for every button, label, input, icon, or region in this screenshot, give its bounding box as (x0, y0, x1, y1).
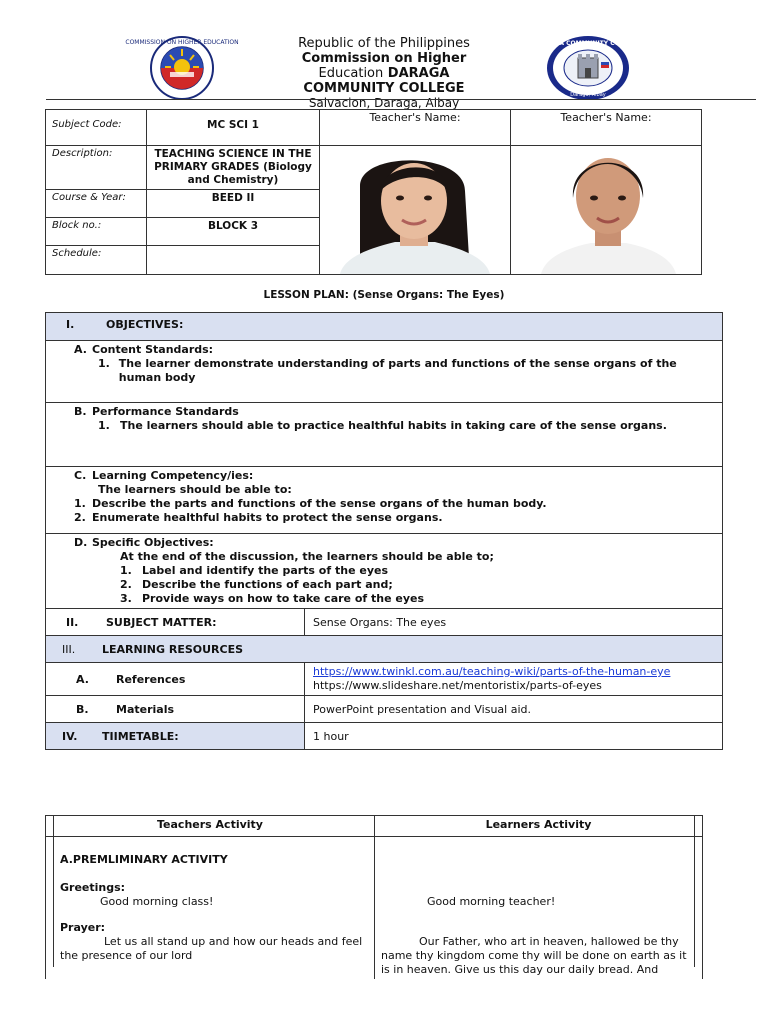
greetings-label: Greetings: (60, 881, 126, 894)
references-label: References (116, 672, 186, 686)
content-item-num: 1. (98, 357, 110, 370)
reference-link-twinkl[interactable]: https://www.twinkl.com.au/teaching-wiki/parts-of-the-human-eye (313, 665, 671, 678)
header-education-word: Education (318, 66, 384, 81)
specific-item: Describe the functions of each part and; (142, 578, 393, 591)
competency-item-num: 1. (74, 497, 86, 510)
perf-item-num: 1. (98, 419, 110, 432)
competency-title: Learning Competency/ies: (92, 469, 254, 482)
schedule-label: Schedule: (46, 246, 147, 275)
header-education (270, 66, 498, 81)
learners-activity-cell (375, 837, 703, 980)
objectives-title: OBJECTIVES: (106, 318, 184, 331)
content-standards-cell (46, 341, 723, 403)
description-value: TEACHING SCIENCE IN THE PRIMARY GRADES (Biology and Chemistry) (147, 146, 320, 190)
lesson-plan-title: LESSON PLAN: (Sense Organs: The Eyes) (263, 289, 505, 301)
learning-resources-header (46, 636, 723, 663)
performance-standards-title: Performance Standards (92, 405, 239, 418)
course-info-table (45, 109, 702, 275)
header-republic: Republic of the Philippines (298, 36, 470, 51)
teacher1-name-label: Teacher's Name: (320, 110, 511, 146)
ched-logo (125, 36, 239, 100)
dcc-logo (535, 34, 641, 102)
teacher2-photo (511, 146, 702, 275)
competency-letter: C. (74, 469, 87, 482)
performance-standards-item: The learners should able to practice healthful habits in taking care of the sense organs. (120, 419, 667, 432)
specific-letter: D. (74, 536, 88, 549)
activity-table (45, 815, 703, 979)
header-college: COMMUNITY COLLEGE (303, 81, 465, 96)
greetings-teacher: Good morning class! (100, 895, 214, 908)
competency-item-num: 2. (74, 511, 86, 524)
subject-matter-label-cell (46, 609, 305, 636)
header-address: Salvacion, Daraga, Albay (308, 96, 460, 110)
materials-label-cell (46, 696, 305, 723)
header-divider (46, 99, 756, 100)
prayer-label: Prayer: (60, 921, 106, 934)
specific-objectives-cell (46, 534, 723, 609)
description-label: Description: (46, 146, 147, 190)
learning-resources-num: III. (62, 642, 76, 656)
specific-item-num: 1. (120, 564, 132, 577)
objectives-header (46, 313, 723, 341)
block-value: BLOCK 3 (147, 218, 320, 246)
schedule-value (147, 246, 320, 275)
timetable-label-cell (46, 723, 305, 750)
course-year-value: BEED II (147, 190, 320, 218)
subject-matter-value: Sense Organs: The eyes (305, 609, 723, 636)
performance-standards-letter: B. (74, 405, 87, 418)
prayer-teacher: Let us all stand up and how our heads and feel the presence of our lord (60, 935, 363, 962)
specific-intro: At the end of the discussion, the learners should be able to; (120, 550, 494, 563)
ched-logo-text: COMMISSION ON HIGHER EDUCATION (125, 39, 239, 46)
greetings-learner: Good morning teacher! (427, 895, 556, 908)
materials-value: PowerPoint presentation and Visual aid. (305, 696, 723, 723)
header-daraga: DARAGA (387, 66, 450, 81)
references-value-cell (305, 663, 723, 696)
reference-link-slideshare: https://www.slideshare.net/mentoristix/parts-of-eyes (313, 679, 602, 692)
specific-item: Label and identify the parts of the eyes (142, 564, 389, 577)
specific-item: Provide ways on how to take care of the eyes (142, 592, 425, 605)
specific-item-num: 3. (120, 592, 132, 605)
subject-code-value: MC SCI 1 (147, 110, 320, 146)
header-commission: Commission on Higher (301, 51, 467, 66)
competency-item: Describe the parts and functions of the sense organs of the human body. (92, 497, 547, 510)
content-standards-letter: A. (74, 343, 87, 356)
teacher1-photo (320, 146, 511, 275)
content-standards-item: The learner demonstrate understanding of parts and functions of the sense organs of the human body (118, 357, 677, 384)
preliminary-activity-title: A.PREMLIMINARY ACTIVITY (60, 853, 228, 866)
subject-code-label: Subject Code: (46, 110, 147, 146)
learning-resources-label: LEARNING RESOURCES (102, 642, 244, 656)
references-letter: A. (76, 672, 89, 686)
timetable-num: IV. (62, 729, 78, 743)
teachers-activity-cell (46, 837, 375, 980)
lesson-plan-table (45, 312, 723, 750)
dcc-logo-sub: Daraga, Albay (570, 92, 606, 98)
performance-standards-cell (46, 403, 723, 467)
learners-activity-header: Learners Activity (375, 816, 703, 837)
content-standards-title: Content Standards: (92, 343, 214, 356)
specific-item-num: 2. (120, 578, 132, 591)
competency-intro: The learners should be able to: (98, 483, 292, 496)
specific-title: Specific Objectives: (92, 536, 214, 549)
competency-item: Enumerate healthful habits to protect the sense organs. (92, 511, 443, 524)
timetable-value: 1 hour (305, 723, 723, 750)
teachers-activity-header: Teachers Activity (46, 816, 375, 837)
objectives-num: I. (66, 318, 75, 331)
teacher2-name-label: Teacher's Name: (511, 110, 702, 146)
timetable-label: TIIMETABLE: (102, 729, 179, 743)
materials-label: Materials (116, 702, 175, 716)
subject-matter-label: SUBJECT MATTER: (106, 615, 217, 629)
subject-matter-num: II. (66, 615, 79, 629)
learning-competency-cell (46, 467, 723, 534)
materials-letter: B. (76, 702, 89, 716)
dcc-logo-text: DARAGA COMMUNITY COLLEGE (535, 40, 641, 47)
references-label-cell (46, 663, 305, 696)
prayer-learner: Our Father, who art in heaven, hallowed be thy name thy kingdom come thy will be done on earth as it is in heaven. Give us this day our daily bread. And (381, 935, 687, 976)
course-year-label: Course & Year: (46, 190, 147, 218)
block-label: Block no.: (46, 218, 147, 246)
header-text (270, 36, 498, 110)
